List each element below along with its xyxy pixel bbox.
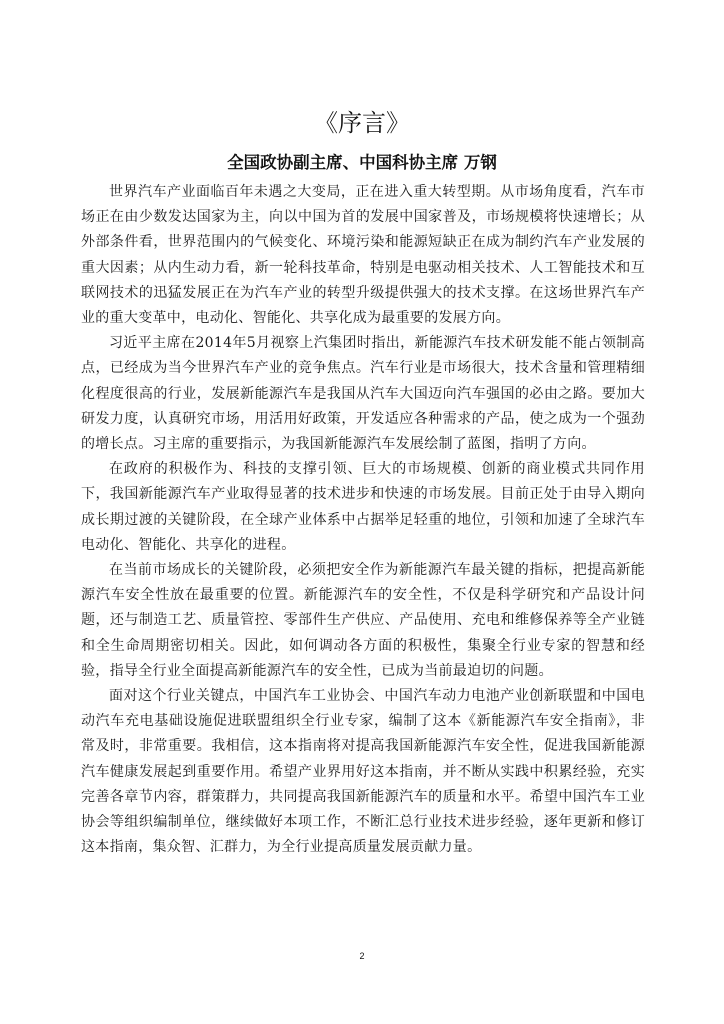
paragraph: 在政府的积极作为、科技的支撑引领、巨大的市场规模、创新的商业模式共同作用下，我国新能源汽车产业取得显著的技术进步和快速的市场发展。目前正处于由导入期向成长期过渡的关键阶段，在全球产业体系中占据举足轻重的地位，引领和加速了全球汽车电动化、智能化、共享化的进程。 bbox=[81, 461, 645, 553]
paragraph: 世界汽车产业面临百年未遇之大变局，正在进入重大转型期。从市场角度看，汽车市场正在由少数发达国家为主，向以中国为首的发展中国家普及，市场规模将快速增长；从外部条件看，世界范围内的气候变化、环境污染和能源短缺正在成为制约汽车产业发展的重大因素；从内生动力看，新一轮科技革命，特别是电驱动相关技术、人工智能技术和互联网技术的迅猛发展正在为汽车产业的转型升级提供强大的技术支撑。在这场世界汽车产业的重大变革中，电动化、智能化、共享化成为最重要的发展方向。 bbox=[81, 184, 645, 327]
paragraph: 面对这个行业关键点，中国汽车工业协会、中国汽车动力电池产业创新联盟和中国电动汽车充电基础设施促进联盟组织全行业专家，编制了这本《新能源汽车安全指南》，非常及时，非常重要。我相信，这本指南将对提高我国新能源汽车安全性，促进我国新能源汽车健康发展起到重要作用。希望产业界用好这本指南，并不断从实践中积累经验，充实完善各章节内容，群策群力，共同提高我国新能源汽车的质量和水平。希望中国汽车工业协会等组织编制单位，继续做好本项工作，不断汇总行业技术进步经验，逐年更新和修订这本指南，集众智、汇群力，为全行业提高质量发展贡献力量。 bbox=[81, 688, 645, 856]
page-number: 2 bbox=[359, 951, 365, 961]
paragraph: 习近平主席在2014年5月视察上汽集团时指出，新能源汽车技术研发能不能占领制高点，已经成为当今世界汽车产业的竞争焦点。汽车行业是市场很大，技术含量和管理精细化程度很高的行业，发展新能源汽车是我国从汽车大国迈向汽车强国的必由之路。要加大研发力度，认真研究市场，用活用好政策，开发适应各种需求的产品，使之成为一个强劲的增长点。习主席的重要指示，为我国新能源汽车发展绘制了蓝图，指明了方向。 bbox=[81, 335, 645, 453]
body-text bbox=[81, 180, 645, 860]
paragraph: 在当前市场成长的关键阶段，必须把安全作为新能源汽车最关键的指标，把提高新能源汽车安全性放在最重要的位置。新能源汽车的安全性，不仅是科学研究和产品设计问题，还与制造工艺、质量管控、零部件生产供应、产品使用、充电和维修保养等全产业链和全生命周期密切相关。因此，如何调动各方面的积极性，集聚全行业专家的智慧和经验，指导全行业全面提高新能源汽车的安全性，已成为当前最迫切的问题。 bbox=[81, 562, 645, 679]
page-title: 《序言》 bbox=[314, 109, 410, 137]
author-line: 全国政协副主席、中国科协主席 万钢 bbox=[227, 153, 497, 172]
